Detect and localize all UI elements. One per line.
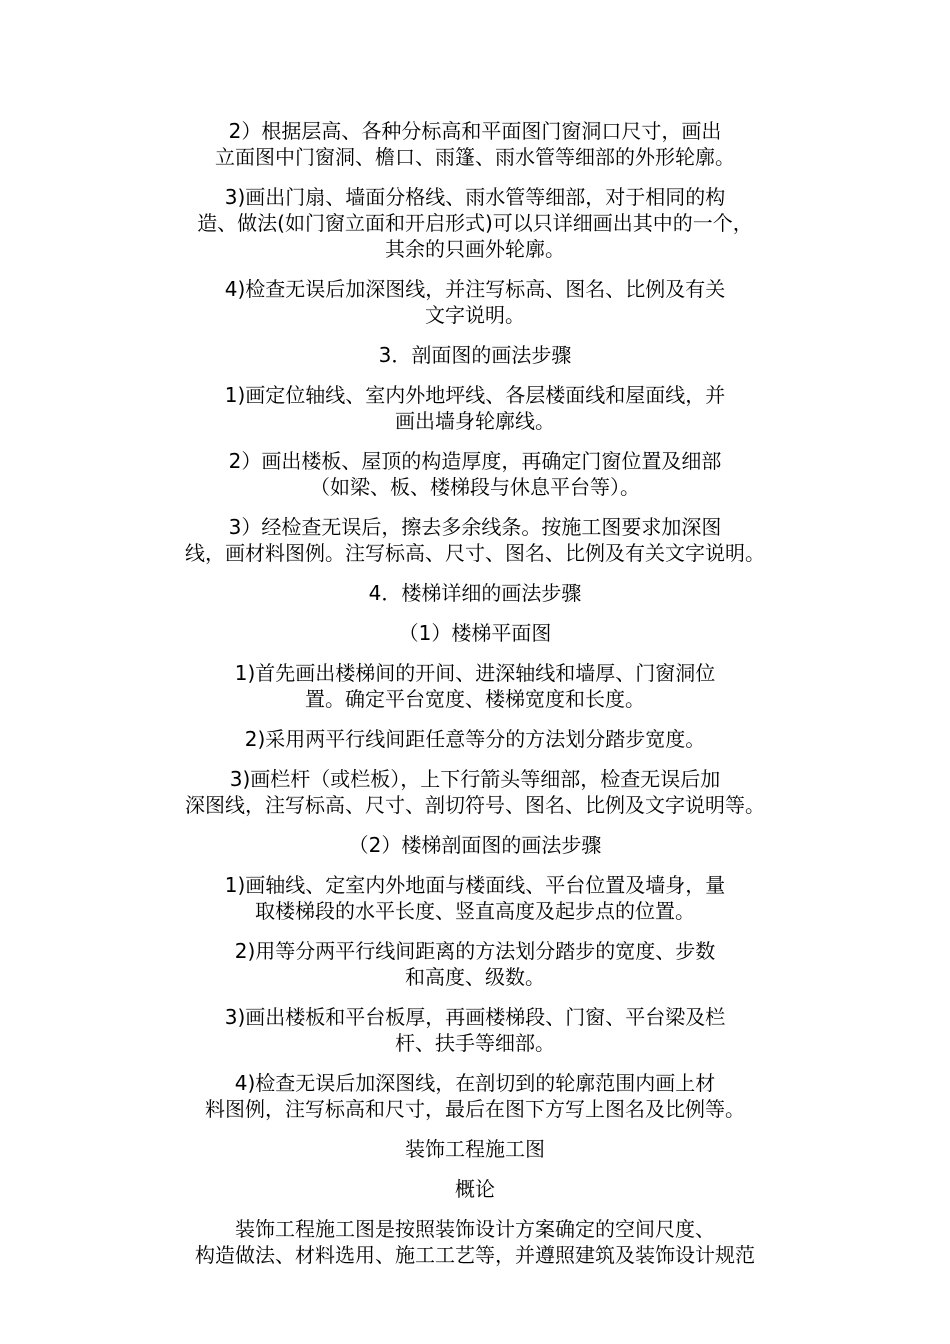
- paragraph: [140, 118, 810, 170]
- paragraph: [140, 1004, 810, 1056]
- section-heading: （1）楼梯平面图: [398, 621, 552, 645]
- paragraph: [140, 872, 810, 924]
- paragraph: [140, 938, 810, 990]
- section-heading: 概论: [455, 1177, 495, 1201]
- paragraph-line: 和高度、级数。: [405, 965, 545, 989]
- paragraph-line: 其余的只画外轮廓。: [385, 237, 565, 261]
- paragraph-line: 线，画材料图例。注写标高、尺寸、图名、比例及有关文字说明。: [185, 541, 765, 565]
- paragraph-line: 装饰工程施工图是按照装饰设计方案确定的空间尺度、: [235, 1217, 715, 1241]
- paragraph-line: 2)采用两平行线间距任意等分的方法划分踏步宽度。: [244, 727, 706, 751]
- paragraph-line: 2）根据层高、各种分标高和平面图门窗洞口尺寸，画出: [228, 119, 722, 143]
- paragraph-line: 杆、扶手等细部。: [395, 1031, 555, 1055]
- section-heading: （2）楼梯剖面图的画法步骤: [348, 833, 602, 857]
- paragraph-line: 4)检查无误后加深图线，并注写标高、图名、比例及有关: [224, 277, 726, 301]
- paragraph-line: 画出墙身轮廓线。: [395, 409, 555, 433]
- paragraph: [140, 184, 810, 262]
- paragraph-line: 3)画出门扇、墙面分格线、雨水管等细部，对于相同的构: [224, 185, 726, 209]
- paragraph: [140, 766, 810, 818]
- paragraph-line: 1)画定位轴线、室内外地坪线、各层楼面线和屋面线，并: [224, 383, 726, 407]
- paragraph: [140, 276, 810, 328]
- paragraph-line: 2)用等分两平行线间距离的方法划分踏步的宽度、步数: [234, 939, 716, 963]
- paragraph-line: 文字说明。: [425, 303, 525, 327]
- paragraph-line: 置。确定平台宽度、楼梯宽度和长度。: [305, 687, 645, 711]
- paragraph-line: 立面图中门窗洞、檐口、雨篷、雨水管等细部的外形轮廓。: [215, 145, 735, 169]
- section-heading: 装饰工程施工图: [405, 1137, 545, 1161]
- paragraph: [140, 448, 810, 500]
- paragraph: [140, 726, 810, 752]
- paragraph: [140, 382, 810, 434]
- paragraph: [140, 1070, 810, 1122]
- paragraph-line: 3）经检查无误后，擦去多余线条。按施工图要求加深图: [228, 515, 722, 539]
- paragraph-line: 3)画出楼板和平台板厚，再画楼梯段、门窗、平台梁及栏: [224, 1005, 726, 1029]
- paragraph-line: 构造做法、材料选用、施工工艺等，并遵照建筑及装饰设计规范: [195, 1243, 755, 1267]
- paragraph-line: 2）画出楼板、屋顶的构造厚度，再确定门窗位置及细部: [228, 449, 722, 473]
- paragraph-line: 4)检查无误后加深图线，在剖切到的轮廓范围内画上材: [234, 1071, 716, 1095]
- paragraph: [140, 1216, 810, 1268]
- paragraph-line: 造、做法(如门窗立面和开启形式)可以只详细画出其中的一个，: [197, 211, 753, 235]
- paragraph: [140, 514, 810, 566]
- paragraph-line: 料图例，注写标高和尺寸，最后在图下方写上图名及比例等。: [205, 1097, 745, 1121]
- section-heading: 3．剖面图的画法步骤: [378, 343, 572, 367]
- paragraph-line: （如梁、板、楼梯段与休息平台等）。: [310, 475, 640, 499]
- paragraph-line: 取楼梯段的水平长度、竖直高度及起步点的位置。: [255, 899, 695, 923]
- paragraph-line: 1)画轴线、定室内外地面与楼面线、平台位置及墙身，量: [224, 873, 726, 897]
- section-heading: 4．楼梯详细的画法步骤: [368, 581, 582, 605]
- document-body: [140, 118, 810, 1282]
- paragraph-line: 深图线，注写标高、尺寸、剖切符号、图名、比例及文字说明等。: [185, 793, 765, 817]
- paragraph-line: 1)首先画出楼梯间的开间、进深轴线和墙厚、门窗洞位: [234, 661, 716, 685]
- paragraph: [140, 660, 810, 712]
- paragraph-line: 3)画栏杆（或栏板），上下行箭头等细部，检查无误后加: [229, 767, 721, 791]
